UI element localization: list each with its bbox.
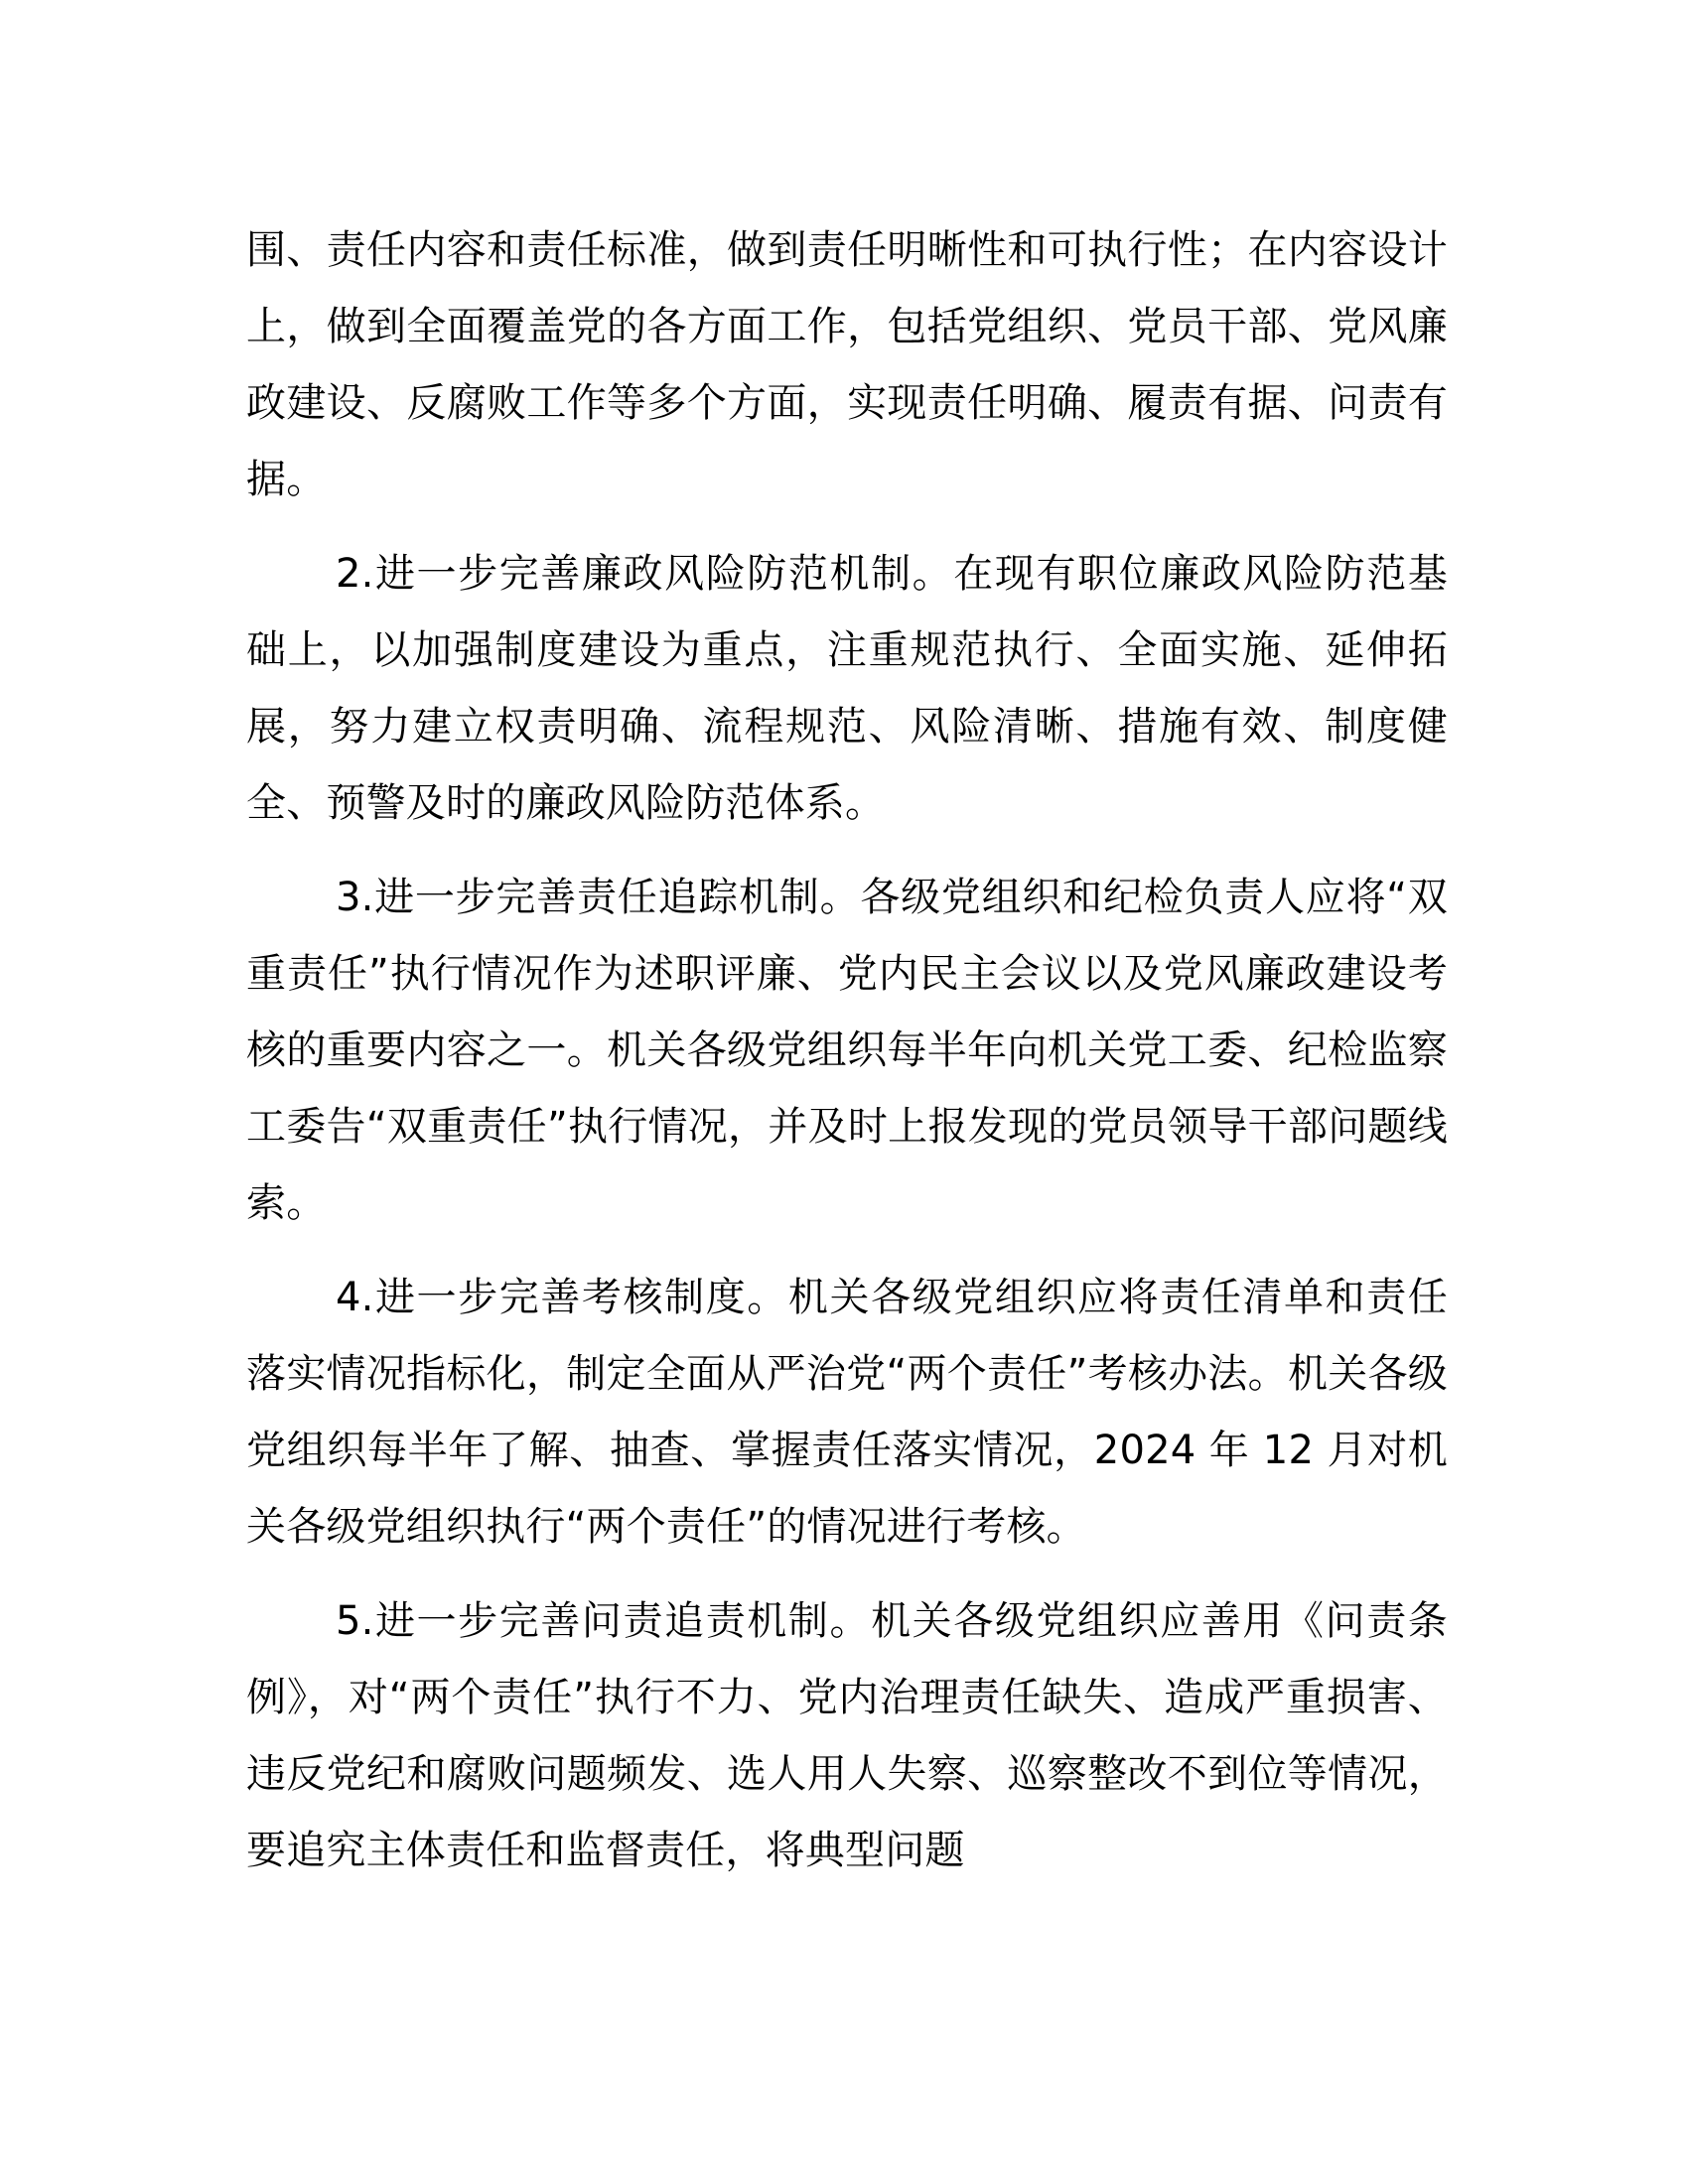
paragraph-item-2: 2.进一步完善廉政风险防范机制。在现有职位廉政风险防范基础上，以加强制度建设为重点，注重规范执行、全面实施、延伸拓展，努力建立权责明确、流程规范、风险清晰、措施有效、制度健全、预警及时的廉政风险防范体系。 [246, 551, 1448, 826]
document-page [246, 212, 1448, 1907]
paragraph-continuation: 围、责任内容和责任标准，做到责任明晰性和可执行性；在内容设计上，做到全面覆盖党的各方面工作，包括党组织、党员干部、党风廉政建设、反腐败工作等多个方面，实现责任明确、履责有据、问责有据。 [246, 227, 1448, 502]
paragraph-item-3: 3.进一步完善责任追踪机制。各级党组织和纪检负责人应将“双重责任”执行情况作为述职评廉、党内民主会议以及党风廉政建设考核的重要内容之一。机关各级党组织每半年向机关党工委、纪检监察工委告“双重责任”执行情况，并及时上报发现的党员领导干部问题线索。 [246, 875, 1448, 1226]
paragraph-item-4: 4.进一步完善考核制度。机关各级党组织应将责任清单和责任落实情况指标化，制定全面从严治党“两个责任”考核办法。机关各级党组织每半年了解、抽查、掌握责任落实情况，2024 年 12 月对机关各级党组织执行“两个责任”的情况进行考核。 [246, 1275, 1448, 1550]
paragraph-item-5: 5.进一步完善问责追责机制。机关各级党组织应善用《问责条例》，对“两个责任”执行不力、党内治理责任缺失、造成严重损害、违反党纪和腐败问题频发、选人用人失察、巡察整改不到位等情况，要追究主体责任和监督责任，将典型问题 [246, 1598, 1448, 1873]
